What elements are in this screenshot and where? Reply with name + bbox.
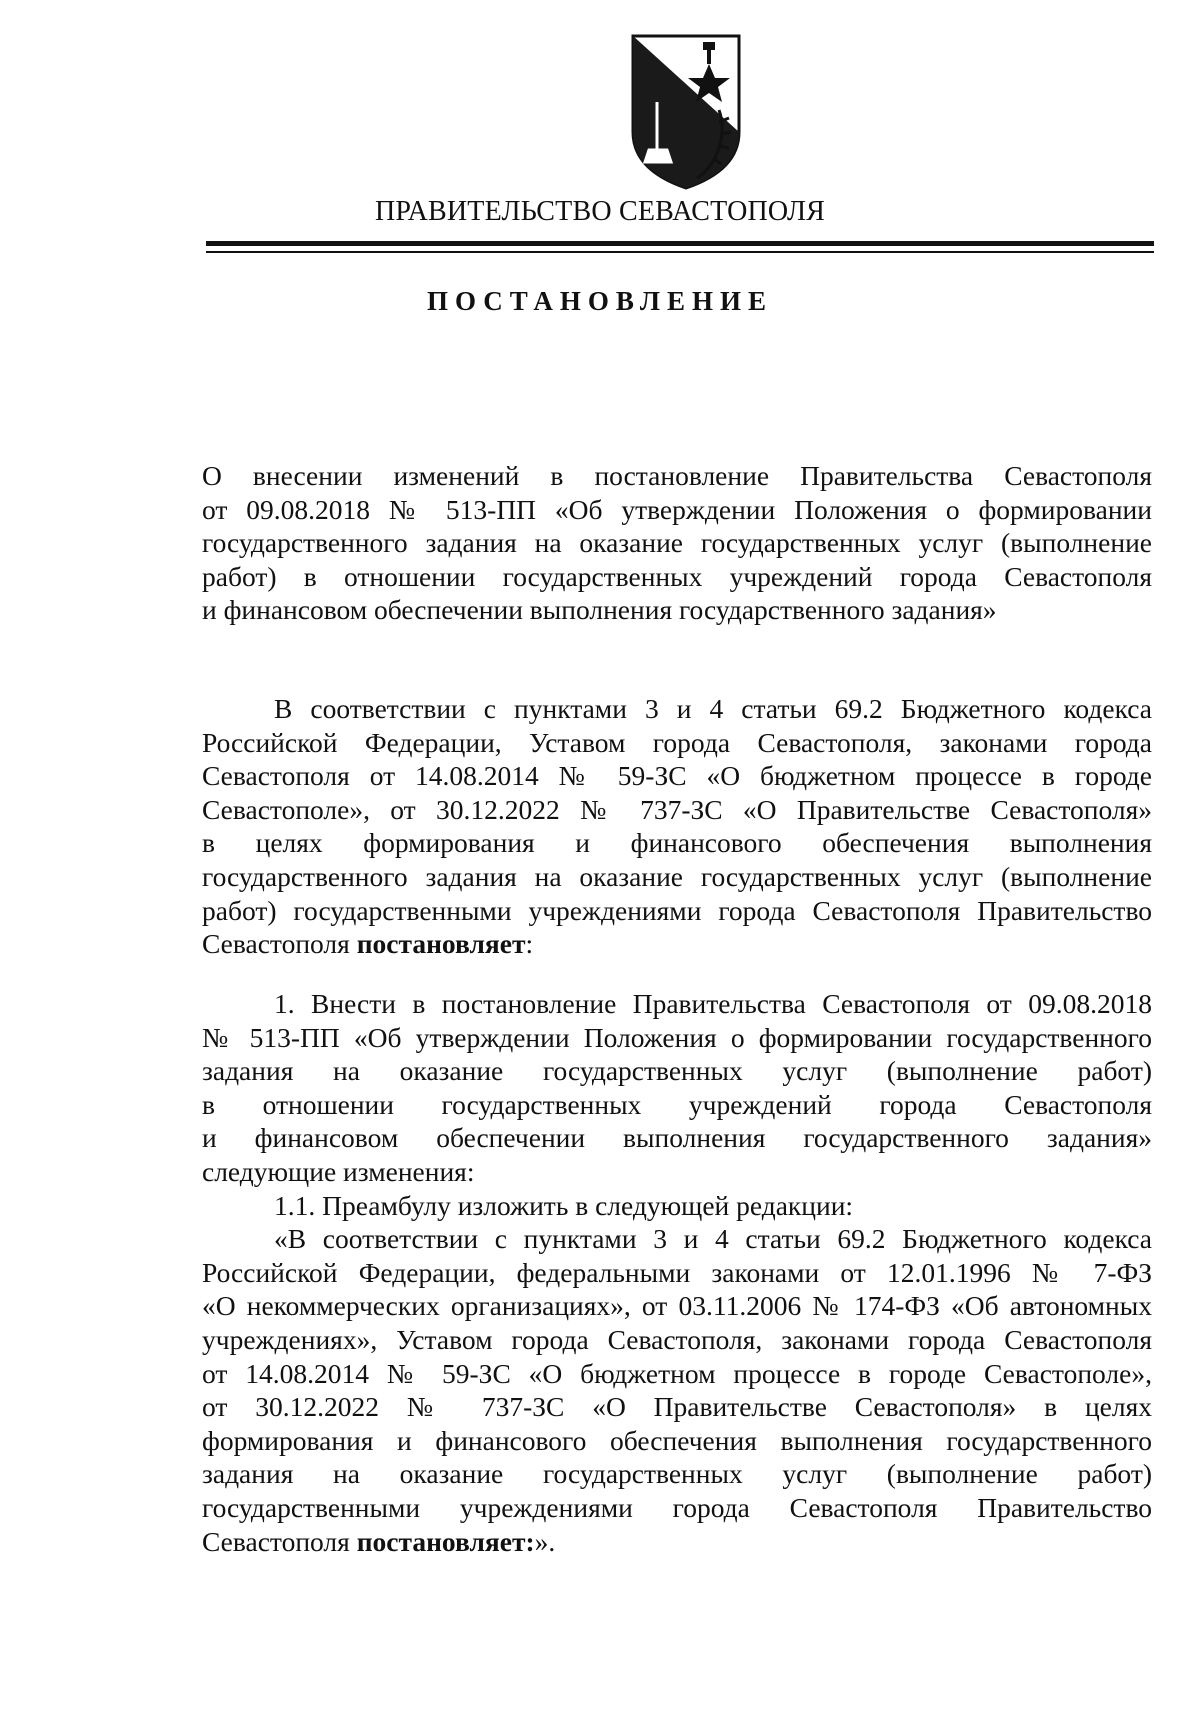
title-line: государственного задания на оказание государственных услуг (выполнение (202, 527, 1152, 559)
preamble-last-line (202, 927, 1152, 961)
article-last-line (202, 1525, 1152, 1559)
article-1 (202, 987, 1152, 1558)
article-line: 1.1. Преамбулу изложить в следующей редакции: (274, 1189, 854, 1221)
preamble-line: Севастополя от 14.08.2014 № 59-ЗС «О бюджетном процессе в городе (202, 760, 1152, 792)
document-title (202, 459, 1152, 627)
preamble-tail: : (525, 928, 534, 960)
article-line: Российской Федерации, федеральными законами от 12.01.1996 № 7-ФЗ (202, 1256, 1152, 1288)
preamble-line: В соответствии с пунктами 3 и 4 статьи 69.2 Бюджетного кодекса (274, 693, 1152, 724)
article-line: и финансовом обеспечении выполнения государственного задания» (202, 1122, 1152, 1154)
article-line: формирования и финансового обеспечения выполнения государственного (202, 1424, 1152, 1456)
sevastopol-coat-of-arms-icon (627, 32, 745, 192)
preamble-decree-word: постановляет (356, 928, 526, 960)
preamble-line: Севастополе», от 30.12.2022 № 737-ЗС «О Правительстве Севастополя» (202, 793, 1152, 825)
preamble-line: государственного задания на оказание государственных услуг (выполнение (202, 860, 1152, 892)
title-line: и финансовом обеспечении выполнения государственного задания» (202, 594, 997, 626)
preamble (202, 692, 1152, 961)
preamble-line: Российской Федерации, Уставом города Севастополя, законами города (202, 726, 1152, 758)
title-line: от 09.08.2018 № 513-ПП «Об утверждении Положения о формировании (202, 493, 1152, 525)
article-line: учреждениях», Уставом города Севастополя, законами города Севастополя (202, 1323, 1152, 1355)
article-line: в отношении государственных учреждений города Севастополя (202, 1088, 1152, 1120)
document-type: ПОСТАНОВЛЕНИЕ (426, 286, 774, 316)
preamble-line: в целях формирования и финансового обеспечения выполнения (202, 827, 1152, 859)
article-line: следующие изменения: (202, 1155, 475, 1187)
article-line: от 14.08.2014 № 59-ЗС «О бюджетном процессе в городе Севастополе», (202, 1357, 1152, 1389)
article-decree-word: постановляет: (356, 1525, 535, 1557)
article-line: 1. Внести в постановление Правительства Севастополя от 09.08.2018 (274, 988, 1152, 1019)
header-divider-thin (206, 251, 1154, 253)
article-line: № 513-ПП «Об утверждении Положения о формировании государственного (202, 1021, 1152, 1053)
title-line: работ) в отношении государственных учреждений города Севастополя (202, 560, 1152, 592)
article-line: задания на оказание государственных услуг (выполнение работ) (202, 1458, 1152, 1490)
title-line: О внесении изменений в постановление Правительства Севастополя (202, 460, 1152, 491)
article-line: Севастополя (202, 1525, 357, 1557)
article-tail: ». (534, 1525, 556, 1557)
header-divider-thick (206, 241, 1154, 246)
government-name: ПРАВИТЕЛЬСТВО СЕВАСТОПОЛЯ (374, 196, 826, 227)
article-line: задания на оказание государственных услуг (выполнение работ) (202, 1055, 1152, 1087)
article-line: государственными учреждениями города Севастополя Правительство (202, 1491, 1152, 1523)
article-line: «В соответствии с пунктами 3 и 4 статьи 69.2 Бюджетного кодекса (274, 1223, 1152, 1255)
article-line: «О некоммерческих организациях», от 03.11.2006 № 174-ФЗ «Об автономных (202, 1290, 1152, 1322)
article-line: от 30.12.2022 № 737-ЗС «О Правительстве Севастополя» в целях (202, 1391, 1152, 1423)
preamble-line: Севастополя (202, 928, 357, 960)
preamble-line: работ) государственными учреждениями города Севастополя Правительство (202, 894, 1152, 926)
